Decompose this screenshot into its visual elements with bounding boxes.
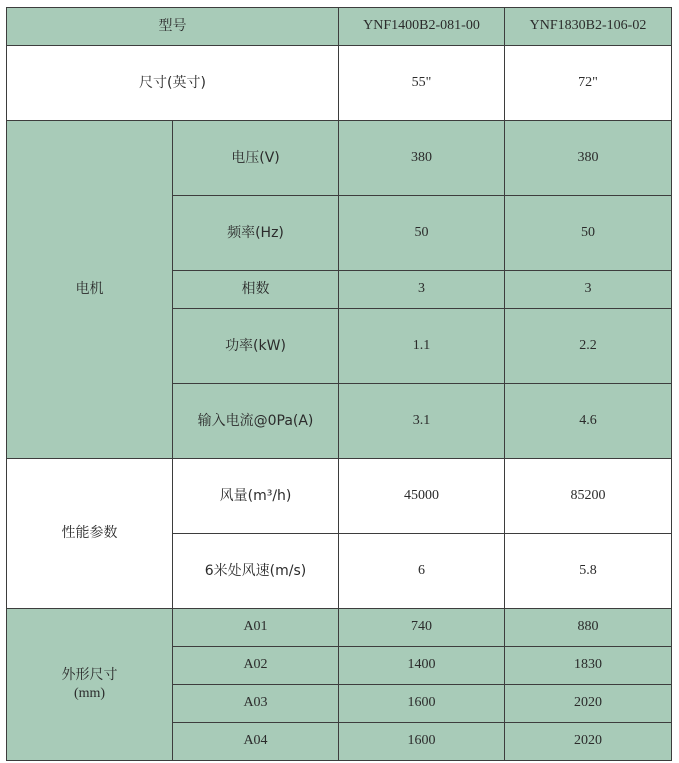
current-value-2: 4.6 xyxy=(505,384,672,459)
phases-value-1: 3 xyxy=(339,271,505,309)
dimensions-group-title: 外形尺寸 xyxy=(61,666,118,683)
a03-value-2: 2020 xyxy=(505,685,672,723)
header-row xyxy=(7,8,672,46)
windspeed-label: 6米处风速(m/s) xyxy=(173,534,339,609)
voltage-value-2: 380 xyxy=(505,121,672,196)
power-label: 功率(kW) xyxy=(173,309,339,384)
voltage-value-1: 380 xyxy=(339,121,505,196)
a01-label: A01 xyxy=(173,609,339,647)
frequency-label: 频率(Hz) xyxy=(173,196,339,271)
model-2-name: YNF1830B2-106-02 xyxy=(505,8,672,46)
size-row xyxy=(7,46,672,121)
current-label: 输入电流@0Pa(A) xyxy=(173,384,339,459)
performance-row-airflow xyxy=(7,459,672,534)
a02-value-2: 1830 xyxy=(505,647,672,685)
a01-value-2: 880 xyxy=(505,609,672,647)
dimensions-group-unit: (mm) xyxy=(73,685,106,701)
airflow-label: 风量(m³/h) xyxy=(173,459,339,534)
frequency-value-1: 50 xyxy=(339,196,505,271)
dimension-row-a01 xyxy=(7,609,672,647)
a04-label: A04 xyxy=(173,723,339,761)
size-value-2: 72" xyxy=(505,46,672,121)
motor-row-voltage xyxy=(7,121,672,196)
current-value-1: 3.1 xyxy=(339,384,505,459)
a01-value-1: 740 xyxy=(339,609,505,647)
a03-value-1: 1600 xyxy=(339,685,505,723)
airflow-value-1: 45000 xyxy=(339,459,505,534)
a02-label: A02 xyxy=(173,647,339,685)
size-label: 尺寸(英寸) xyxy=(7,46,339,121)
dimensions-group-label xyxy=(7,609,173,761)
model-header-label: 型号 xyxy=(7,8,339,46)
a04-value-1: 1600 xyxy=(339,723,505,761)
phases-value-2: 3 xyxy=(505,271,672,309)
frequency-value-2: 50 xyxy=(505,196,672,271)
performance-group-label: 性能参数 xyxy=(7,459,173,609)
a03-label: A03 xyxy=(173,685,339,723)
a04-value-2: 2020 xyxy=(505,723,672,761)
a02-value-1: 1400 xyxy=(339,647,505,685)
voltage-label: 电压(V) xyxy=(173,121,339,196)
motor-group-label: 电机 xyxy=(7,121,173,459)
power-value-2: 2.2 xyxy=(505,309,672,384)
power-value-1: 1.1 xyxy=(339,309,505,384)
airflow-value-2: 85200 xyxy=(505,459,672,534)
size-value-1: 55" xyxy=(339,46,505,121)
model-1-name: YNF1400B2-081-00 xyxy=(339,8,505,46)
windspeed-value-2: 5.8 xyxy=(505,534,672,609)
phases-label: 相数 xyxy=(173,271,339,309)
spec-table xyxy=(6,7,672,761)
windspeed-value-1: 6 xyxy=(339,534,505,609)
